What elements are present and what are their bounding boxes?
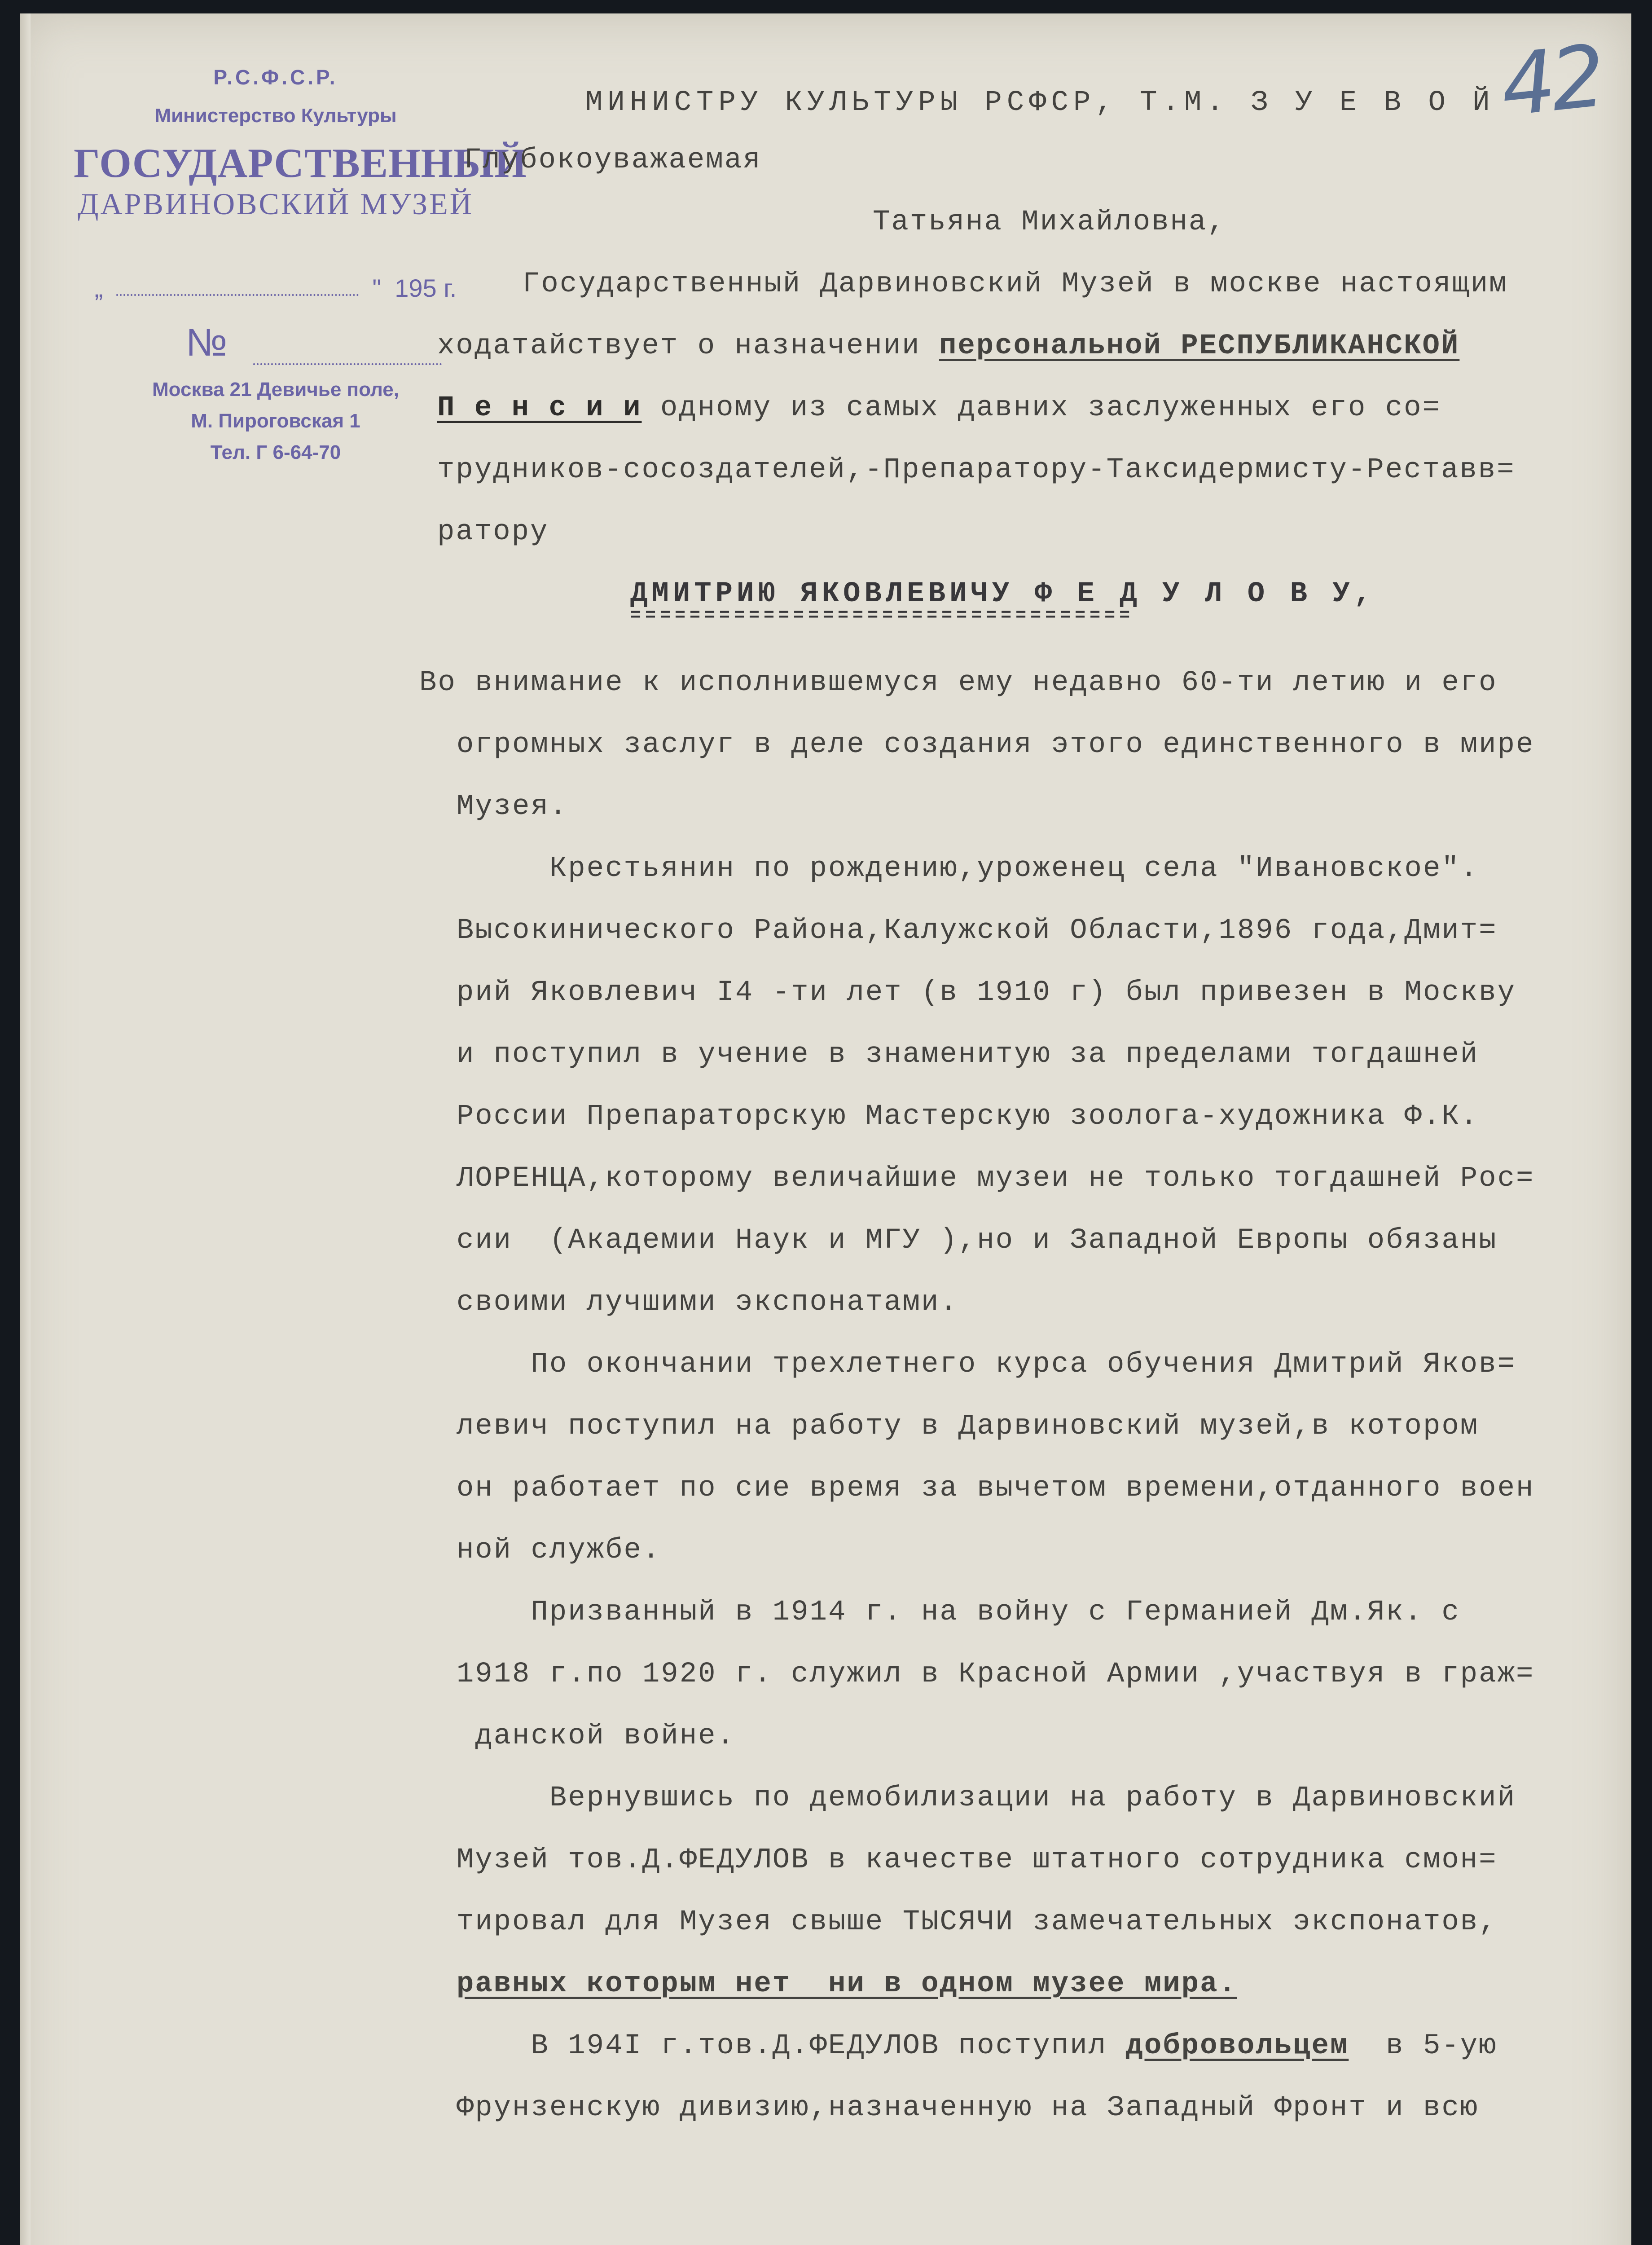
salutation-line1: Глубокоуважаемая — [464, 144, 762, 176]
body-line: Крестьянин по рождению,уроженец села "Ивановское". — [419, 853, 1479, 885]
stamp-year: 195 г. — [395, 274, 457, 302]
body-line: По окончании трехлетнего курса обучения Дмитрий Яков= — [419, 1348, 1516, 1381]
stamp-line-rsfsr: Р.С.Ф.С.Р. — [213, 66, 338, 89]
volunteer-line — [419, 2015, 1627, 2077]
stamp-date-row — [74, 273, 478, 303]
body-line: данской войне. — [419, 1720, 735, 1752]
sheet-edge — [20, 13, 31, 2245]
letter-addressee: МИНИСТРУ КУЛЬТУРЫ РСФСР, Т.М. З У Е В О Й — [585, 87, 1495, 119]
volunteer-line-a: В 194I г.тов.Д.ФЕДУЛОВ поступил — [419, 2030, 1126, 2062]
stamp-date-dots — [116, 273, 359, 296]
stamp-date-quote2: " — [372, 274, 382, 302]
body-line: Во внимание к исполнившемуся ему недавно 60-ти летию и его — [419, 667, 1498, 699]
stamp-phone: Тел. Г 6-64-70 — [210, 441, 341, 463]
body-line: Высокиничеcкого Района,Калужской Области,1896 года,Дмит= — [419, 915, 1498, 947]
stamp-address-line1: Москва 21 Девичье поле, — [152, 379, 399, 401]
letter-line-2-text: ходатайствует о назначении — [437, 330, 939, 362]
document-sheet — [20, 13, 1631, 2245]
body-line: Вернувшись по демобилизации на работу в Дарвиновский — [419, 1782, 1516, 1814]
stamp-line-ministry: Министерство Культуры — [154, 105, 397, 127]
letter-line-4: трудников-сосоздателей,-Препаратору-Таксидермисту-Реставв= — [437, 454, 1516, 486]
body-line: огромных заслуг в деле создания этого единственного в мире — [419, 729, 1535, 761]
honoree-name: ДМИТРИЮ ЯКОВЛЕВИЧУ Ф Е Д У Л О В У, — [630, 578, 1375, 610]
letter-line-1-text: Государственный Дарвиновский Музей в москве настоящим — [523, 268, 1508, 300]
body-line: России Препараторскую Мастерскую зоолога-художника Ф.К. — [419, 1100, 1479, 1133]
stamp-line-museum: ДАРВИНОВСКИЙ МУЗЕЙ — [78, 187, 474, 221]
stamp-number: № — [74, 321, 478, 365]
body-line: и поступил в учение в знаменитую за пределами тогдашней — [419, 1039, 1479, 1071]
body-line: рий Яковлевич I4 -ти лет (в 1910 г) был привезен в Москву — [419, 977, 1516, 1009]
stamp-date-quote1: „ — [94, 274, 103, 302]
pension-text: П е н с и и — [437, 392, 642, 424]
honoree-rule: ================================== — [630, 606, 1134, 626]
letter-line-2 — [437, 315, 1627, 377]
body-line: он работает по сие время за вычетом времени,отданного воен — [419, 1472, 1535, 1505]
body-line: Музей тов.Д.ФЕДУЛОВ в качестве штатного сотрудника смон= — [419, 1844, 1498, 1876]
body-line: Призванный в 1914 г. на войну с Германией Дм.Як. с — [419, 1596, 1460, 1629]
letter-line-3-text: одному из самых давних заслуженных его со= — [641, 392, 1441, 424]
letter-line-3 — [437, 377, 1627, 439]
stamp-address-line2: М. Пироговская 1 — [191, 410, 360, 432]
no-equal-text: равных которым нет ни в одном музее мира. — [456, 1968, 1237, 2000]
body-line: сии (Академии Наук и МГУ ),но и Западной Европы обязаны — [419, 1224, 1498, 1257]
body-line: своими лучшими экспонатами. — [419, 1286, 958, 1319]
letter-main-text — [419, 652, 1627, 2139]
stamp-line-state: ГОСУДАРСТВЕННЫЙ — [74, 140, 527, 186]
museum-stamp — [74, 65, 527, 468]
body-line: Музея. — [419, 791, 568, 823]
letter-line-5: ратору — [437, 516, 549, 548]
letter-line-1 — [523, 253, 1627, 315]
personal-republican-text: персональной РЕСПУБЛИКАНСКОЙ — [939, 330, 1460, 362]
stamp-address — [74, 374, 478, 468]
body-line: ЛОРЕНЦА,которому величайшие музеи не только тогдашней Рос= — [419, 1162, 1535, 1195]
folio-number: 42 — [1496, 26, 1606, 136]
body-line: ной службе. — [419, 1534, 661, 1567]
underlined-line — [419, 1953, 1627, 2015]
body-line-last: Фрунзенскую дивизию,назначенную на Западный Фронт и всю — [419, 2092, 1479, 2124]
body-line: 1918 г.по 1920 г. служил в Красной Армии ,участвуя в граж= — [419, 1658, 1535, 1690]
body-line: тировал для Музея свыше ТЫСЯЧИ замечательных экспонатов, — [419, 1906, 1498, 1938]
body-line: левич поступил на работу в Дарвиновский музей,в котором — [419, 1410, 1479, 1443]
salutation-line2: Татьяна Михайловна, — [873, 206, 1226, 238]
volunteer-line-c: в 5-ую — [1349, 2030, 1498, 2062]
volunteer-text: добровольцем — [1125, 2030, 1349, 2062]
